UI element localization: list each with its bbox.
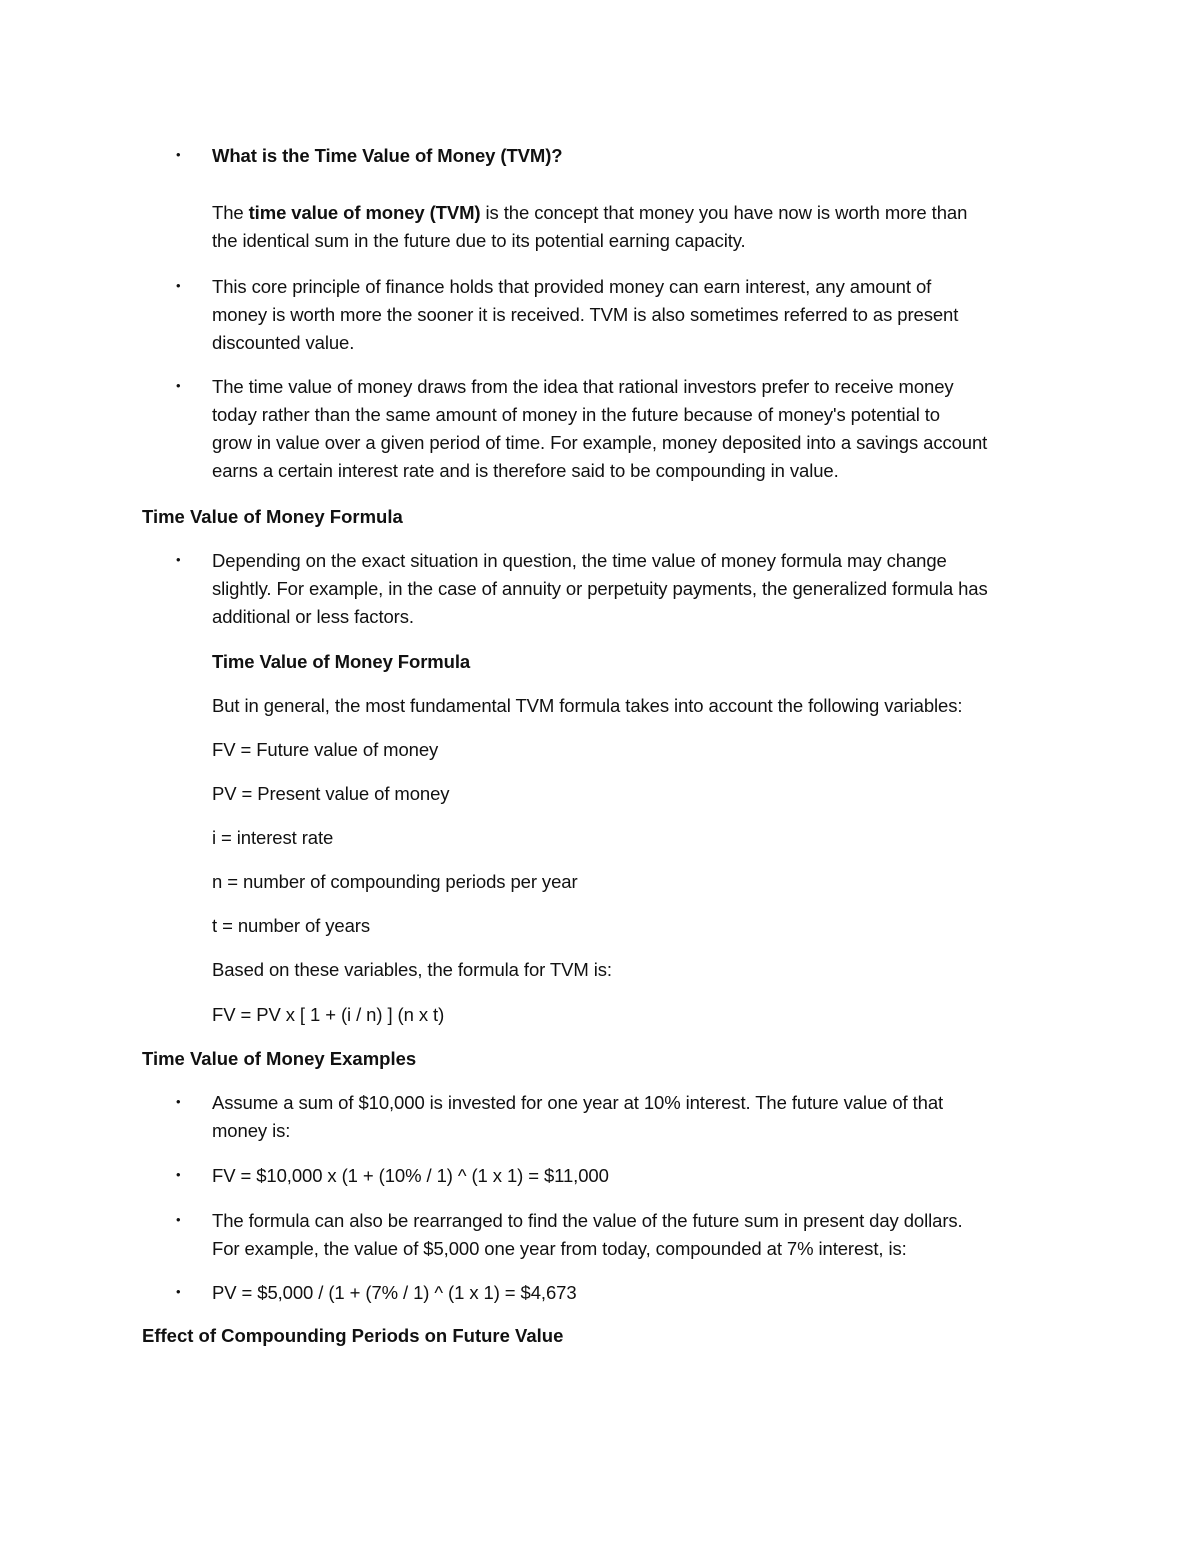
example-formula-pv: PV = $5,000 / (1 + (7% / 1) ^ (1 x 1) = $4,673 xyxy=(212,1282,577,1303)
paragraph-line: money is: xyxy=(212,1120,291,1141)
bullet-marker: • xyxy=(176,278,181,293)
definition-line-2: the identical sum in the future due to its potential earning capacity. xyxy=(212,230,746,251)
formula: FV = PV x [ 1 + (i / n) ] (n x t) xyxy=(212,1004,445,1025)
definition-term: time value of money (TVM) xyxy=(248,202,481,223)
bullet-marker: • xyxy=(176,552,181,567)
question-heading: What is the Time Value of Money (TVM)? xyxy=(212,145,563,166)
definition-pre: The xyxy=(212,202,249,223)
bullet-marker: • xyxy=(176,378,181,393)
bullet-marker: • xyxy=(176,147,181,162)
variable-n: n = number of compounding periods per year xyxy=(212,871,578,892)
definition-line-1 xyxy=(212,199,967,227)
formula-intro: Based on these variables, the formula for TVM is: xyxy=(212,959,612,980)
paragraph-line: additional or less factors. xyxy=(212,606,414,627)
paragraph-line: The time value of money draws from the idea that rational investors prefer to receive money xyxy=(212,376,954,397)
section-heading-formula: Time Value of Money Formula xyxy=(142,506,403,527)
variable-pv: PV = Present value of money xyxy=(212,783,450,804)
paragraph-line: slightly. For example, in the case of annuity or perpetuity payments, the generalized formula has xyxy=(212,578,988,599)
paragraph-line: For example, the value of $5,000 one year from today, compounded at 7% interest, is: xyxy=(212,1238,907,1259)
bullet-marker: • xyxy=(176,1094,181,1109)
paragraph-line: Assume a sum of $10,000 is invested for one year at 10% interest. The future value of that xyxy=(212,1092,944,1113)
paragraph-line: Depending on the exact situation in question, the time value of money formula may change xyxy=(212,550,947,571)
section-heading-examples: Time Value of Money Examples xyxy=(142,1048,417,1069)
variable-i: i = interest rate xyxy=(212,827,334,848)
paragraph-line: This core principle of finance holds that provided money can earn interest, any amount of xyxy=(212,276,932,297)
bullet-marker: • xyxy=(176,1284,181,1299)
definition-post: is the concept that money you have now is worth more than xyxy=(480,202,968,223)
paragraph-line: money is worth more the sooner it is received. TVM is also sometimes referred to as present xyxy=(212,304,959,325)
variables-intro: But in general, the most fundamental TVM formula takes into account the following variables: xyxy=(212,695,963,716)
paragraph-line: discounted value. xyxy=(212,332,355,353)
variable-fv: FV = Future value of money xyxy=(212,739,439,760)
paragraph-line: earns a certain interest rate and is therefore said to be compounding in value. xyxy=(212,460,839,481)
subheading-formula: Time Value of Money Formula xyxy=(212,651,471,672)
paragraph-line: grow in value over a given period of time. For example, money deposited into a savings account xyxy=(212,432,988,453)
bullet-marker: • xyxy=(176,1212,181,1227)
variable-t: t = number of years xyxy=(212,915,370,936)
example-formula-fv: FV = $10,000 x (1 + (10% / 1) ^ (1 x 1) = $11,000 xyxy=(212,1165,609,1186)
section-heading-compounding: Effect of Compounding Periods on Future Value xyxy=(142,1325,564,1346)
paragraph-line: today rather than the same amount of money in the future because of money's potential to xyxy=(212,404,940,425)
paragraph-line: The formula can also be rearranged to find the value of the future sum in present day dollars. xyxy=(212,1210,963,1231)
bullet-marker: • xyxy=(176,1167,181,1182)
